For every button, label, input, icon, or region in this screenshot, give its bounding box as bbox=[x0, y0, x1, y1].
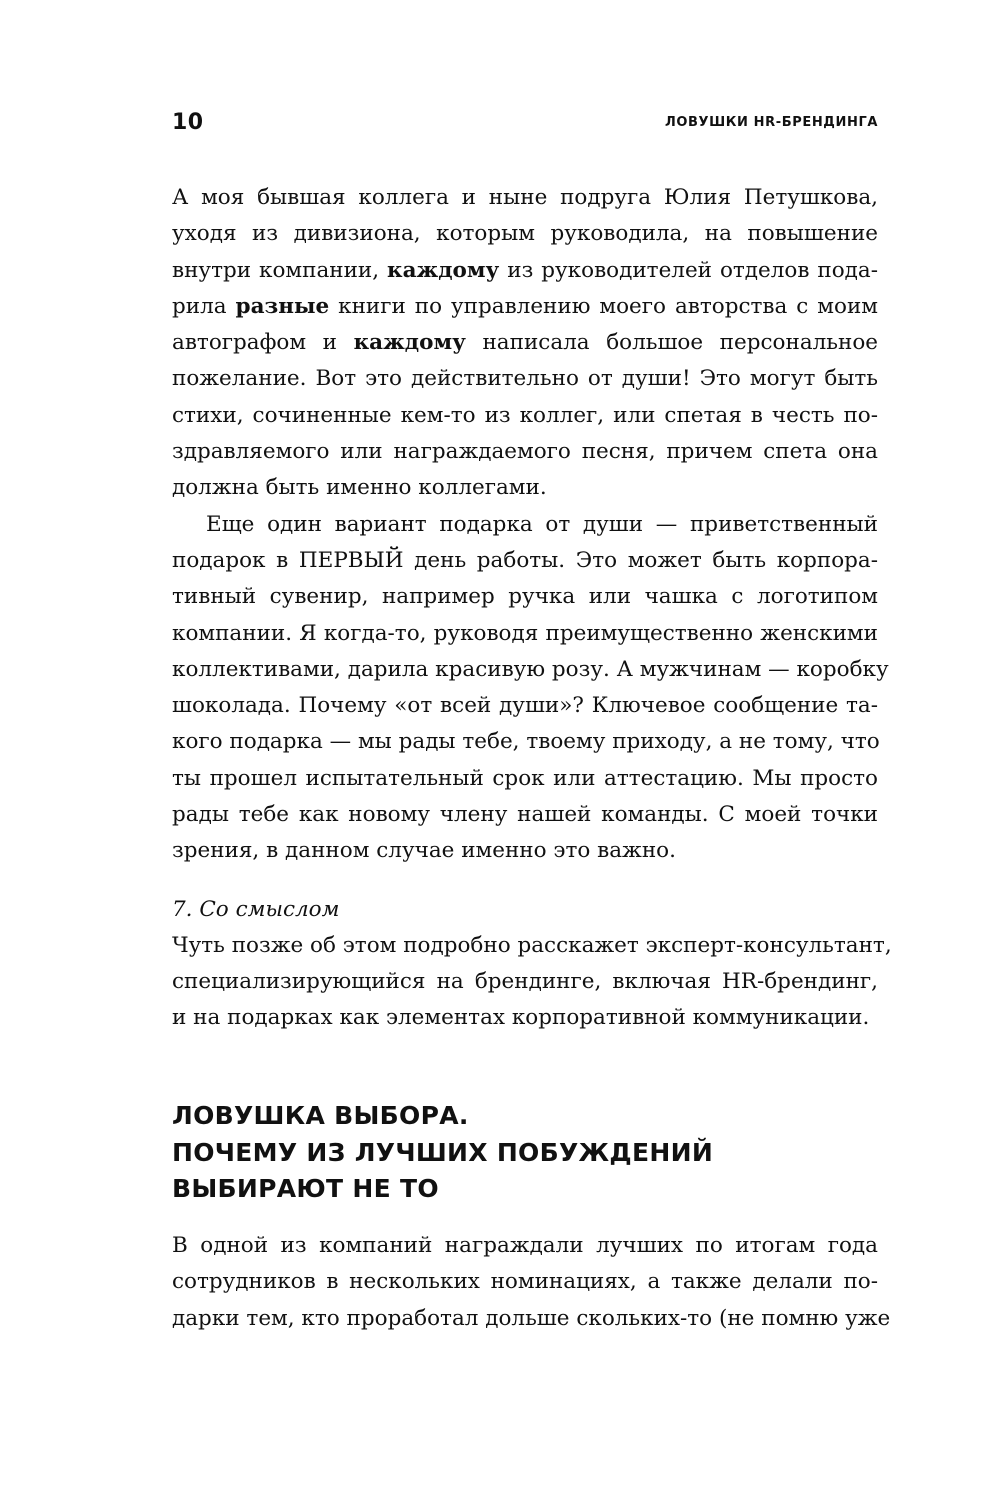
page-number: 10 bbox=[172, 110, 204, 135]
paragraph-line: компании. Я когда-то, руководя преимущественно женскими bbox=[172, 620, 878, 646]
paragraph-line: пожелание. Вот это действительно от души! Это могут быть bbox=[172, 366, 878, 392]
paragraph-line: Чуть позже об этом подробно расскажет эксперт-консультант, bbox=[172, 932, 892, 958]
heading-line: ВЫБИРАЮТ НЕ ТО bbox=[172, 1174, 439, 1203]
chapter-heading bbox=[172, 1098, 878, 1208]
paragraph-line: подарок в ПЕРВЫЙ день работы. Это может быть корпора- bbox=[172, 547, 878, 573]
paragraph-line: и на подарках как элементах корпоративной коммуникации. bbox=[172, 1005, 870, 1031]
paragraph-line: должна быть именно коллегами. bbox=[172, 475, 547, 501]
paragraph-line: зрения, в данном случае именно это важно. bbox=[172, 838, 676, 864]
paragraph-line: шоколада. Почему «от всей души»? Ключевое сообщение та- bbox=[172, 693, 878, 719]
paragraph-line: автографом и каждому написала большое персональное bbox=[172, 330, 878, 356]
paragraph-line: стихи, сочиненные кем-то из коллег, или спетая в честь по- bbox=[172, 402, 878, 428]
paragraph-line: кого подарка — мы рады тебе, твоему приходу, а не тому, что bbox=[172, 729, 880, 755]
bold-emphasis: каждому bbox=[353, 330, 466, 356]
paragraph-line: ты прошел испытательный срок или аттестацию. Мы просто bbox=[172, 765, 878, 791]
subsection-title: 7. Со смыслом bbox=[172, 896, 340, 922]
paragraph-line: специализирующийся на брендинге, включая HR-брендинг, bbox=[172, 968, 878, 994]
page-header bbox=[172, 110, 878, 140]
heading-line: ЛОВУШКА ВЫБОРА. bbox=[172, 1101, 469, 1130]
heading-line: ПОЧЕМУ ИЗ ЛУЧШИХ ПОБУЖДЕНИЙ bbox=[172, 1137, 714, 1167]
paragraph-line: рады тебе как новому члену нашей команды. С моей точки bbox=[172, 802, 878, 828]
paragraph-line: внутри компании, каждому из руководителей отделов пода- bbox=[172, 257, 878, 283]
paragraph-line: сотрудников в нескольких номинациях, а также делали по- bbox=[172, 1269, 878, 1295]
bold-emphasis: каждому bbox=[387, 257, 500, 283]
paragraph-line: уходя из дивизиона, которым руководила, на повышение bbox=[172, 221, 878, 247]
book-page bbox=[172, 0, 892, 1507]
paragraph-line: коллективами, дарила красивую розу. А мужчинам — коробку bbox=[172, 656, 889, 682]
paragraph-line: Еще один вариант подарка от души — приветственный bbox=[206, 511, 878, 537]
paragraph-line: тивный сувенир, например ручка или чашка с логотипом bbox=[172, 584, 878, 610]
paragraph-line: рила разные книги по управлению моего авторства с моим bbox=[172, 293, 878, 319]
paragraph-line: здравляемого или награждаемого песня, причем спета она bbox=[172, 439, 878, 465]
running-title: ЛОВУШКИ HR-БРЕНДИНГА bbox=[664, 115, 878, 130]
paragraph-line: дарки тем, кто проработал дольше скольких-то (не помню уже bbox=[172, 1305, 891, 1331]
paragraph-line: А моя бывшая коллега и ныне подруга Юлия Петушкова, bbox=[172, 185, 878, 210]
body-text bbox=[172, 180, 892, 1037]
bold-emphasis: разные bbox=[235, 293, 330, 319]
paragraph-line: В одной из компаний награждали лучших по итогам года bbox=[172, 1233, 878, 1258]
closing-paragraph bbox=[172, 1228, 891, 1337]
